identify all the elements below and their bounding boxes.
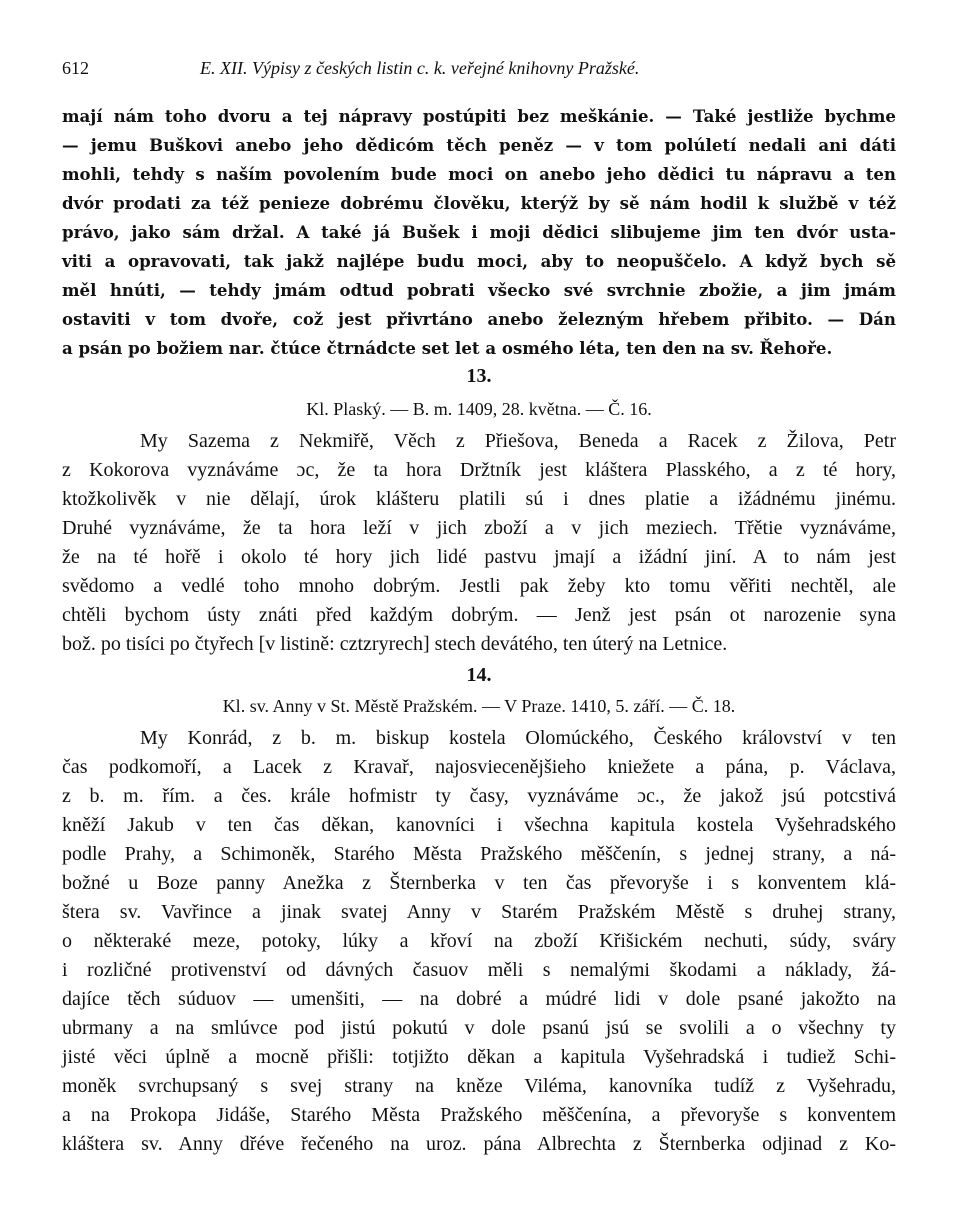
text-line: štera sv. Vavřince a jinak svatej Anny v Starém Pražském Městě s druhej strany,: [62, 901, 896, 923]
text-line: svědomo a vedlé toho mnoho dobrým. Jestli pak žeby kto tomu věřiti nechtěl, ale: [62, 575, 896, 597]
text-line: že na té hořě i okolo té hory jich lidé pastvu jmají a ižádní jiní. A to nám jest: [62, 546, 896, 568]
text-line: o některaké meze, potoky, lúky a křoví na zboží Křišickém nechuti, súdy, sváry: [62, 930, 896, 952]
text-line: dvór prodati za též penieze dobrému člověku, kterýž by sě nám hodil k službě v též: [62, 193, 896, 213]
page-header: [62, 58, 904, 86]
text-line: ubrmany a na smlúvce pod jistú pokutú v dole psanú jsú se svolili a o všechny ty: [62, 1017, 896, 1039]
text-line: z Kokorova vyznáváme ɔc, že ta hora Držtník jest kláštera Plasského, a z té hory,: [62, 459, 896, 481]
text-line: ostaviti v tom dvořе, což jest přivrtáno anebo železným hřebem přibito. — Dán: [62, 309, 896, 329]
text-line: viti a opravovati, tak jakž najlépe budu moci, aby to neopuščelo. A když bych sě: [62, 251, 896, 271]
running-title: E. XII. Výpisy z českých listin c. k. veřejné knihovny Pražské.: [200, 58, 640, 78]
text-line: božné u Boze panny Anežka z Šternberka v ten čas převoryše i s konventem klá-: [62, 872, 896, 894]
text-line: ktožkolivěk v nie dělají, úrok klášteru platili sú i dnes platie a ižádnému jinému.: [62, 488, 896, 510]
text-line: právo, jako sám držal. A také já Bušek i moji dědici slibujeme jim ten dvór usta-: [62, 222, 896, 242]
text-line: a psán po božiem nar. čtúce čtrnádcte set let a osmého léta, ten den na sv. Řehoře.: [62, 338, 833, 358]
text-line: čas podkomoří, a Lacek z Kravař, najosviecenějšieho kniežete a pána, p. Václava,: [62, 756, 896, 778]
text-line: — jemu Buškovi anebo jeho dědicóm těch peněz — v tom polúletí nedali ani dáti: [62, 135, 896, 155]
text-line: a na Prokopa Jidáše, Starého Města Pražského měščenína, a převoryše s konventem: [62, 1104, 896, 1126]
text-line: jisté věci úplně a mocně přišli: totjižto děkan a kapitula Vyšehradská i tudiež Schi-: [62, 1046, 896, 1068]
document-number: 13.: [466, 365, 492, 387]
text-line: mají nám toho dvoru a tej nápravy postúpiti bez meškánie. — Také jestliže bychme: [62, 106, 896, 126]
text-line: kláštera sv. Anny dřéve řečeného na uroz. pána Albrechta z Šternberka odjinad z Ko-: [62, 1133, 896, 1155]
text-line: chtěli bychom ústy znáti před každým dobrým. — Jenž jest psán ot narozenie syna: [62, 604, 896, 626]
document-source: Kl. sv. Anny v St. Městě Pražském. — V Praze. 1410, 5. září. — Č. 18.: [222, 696, 736, 716]
text-line: dajíce těch súduov — umenšiti, — na dobré a múdré lidi v dole psané jakožto na: [62, 988, 896, 1010]
text-line: My Konrád, z b. m. biskup kostela Olomúckého, Českého království v ten: [140, 727, 896, 749]
text-line: z b. m. řím. a čes. krále hofmistr ty časy, vyznáváme ɔc., že jakož jsú potcstivá: [62, 785, 896, 807]
document-number: 14.: [466, 664, 492, 686]
text-line: podle Prahy, a Schimoněk, Starého Města Pražského měščenín, s jednej strany, a ná-: [62, 843, 896, 865]
text-line: měl hnúti, — tehdy jmám odtud pobrati všecko své svrchnie zbožie, a jim jmám: [62, 280, 896, 300]
document-source: Kl. Plaský. — B. m. 1409, 28. května. — Č. 16.: [306, 399, 652, 419]
text-line: moněk svrchupsaný s svej strany na kněze Viléma, kanovníka tudíž z Vyšehradu,: [62, 1075, 896, 1097]
page-number: 612: [62, 58, 89, 78]
text-line: My Sazema z Nekmiřě, Věch z Přiešova, Beneda a Racek z Žilova, Petr: [140, 430, 896, 452]
text-line: i rozličné protivenství od dávných časuov měli s nemalými škodami a náklady, žá-: [62, 959, 896, 981]
text-line: kněží Jakub v ten čas děkan, kanovníci i všechna kapitula kostela Vyšehradského: [62, 814, 896, 836]
text-line: Druhé vyznáváme, že ta hora leží v jich zboží a v jich meziech. Třětie vyznáváme,: [62, 517, 896, 539]
text-line: mohli, tehdy s naším povolením bude moci on anebo jeho dědici tu nápravu a ten: [62, 164, 896, 184]
text-line: bož. po tisíci po čtyřech [v listině: cztzryrech] stech devátého, ten úterý na Letnice.: [62, 633, 728, 655]
